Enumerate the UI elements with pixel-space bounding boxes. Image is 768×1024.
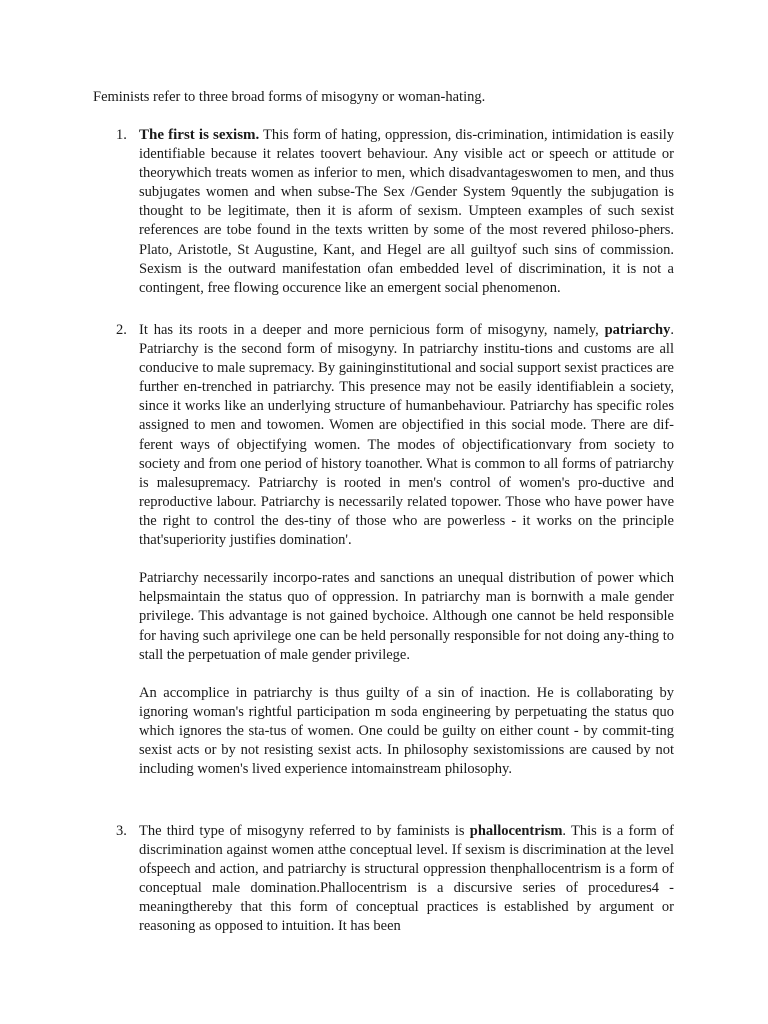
paragraph-text: This form of hating, oppression, dis-crimination, intimidation is easily identifiable because it relates toovert behaviour. Any visible act or speech or attitude or theorywhich treats women as inferior to men, which disadvantageswomen to men, and thus subjugates women and when subse-The Sex /Gender System 9quently the subjugation is thought to be legitimate, then it is aform of sexism. Umpteen examples of such sexist references are tobe found in the texts written by some of the most revered philoso-phers. Plato, Aristotle, St Augustine, Kant, and Hegel are all guiltyof such sins of commission. Sexism is the outward manifestation ofan embedded level of discrimination, it is not a contingent, free flowing occurence like an emergent social phenomenon. <box>139 127 674 296</box>
paragraph <box>139 321 674 550</box>
bold-term: phallocentrism <box>469 823 563 839</box>
bold-lead: The first is sexism. <box>139 127 260 143</box>
list-number: 1. <box>116 127 127 143</box>
bold-term: patriarchy <box>604 322 671 338</box>
paragraph-text: . Patriarchy is the second form of misogyny. In patriarchy institu-tions and customs are all conducive to male supremacy. By gaininginstitutional and social support sexist practices are further en-trenched in patriarchy. This presence may not be easily identifiablein a society, since it works like an underlying structure of humanbehaviour. Patriarchy has specific roles assigned to men and towomen. Women are objectified in this social mode. There are dif-ferent ways of objectifying women. The modes of objectificationvary from society to society and from one period of history toanother. What is common to all forms of patriarchy is malesupremacy. Patriarchy is rooted in men's control of women's pro-ductive and reproductive labour. Patriarchy is necessarily related topower. Those who have power have the right to control the des-tiny of those who are powerless - it works on the principle that'superiority justifies domination'. <box>139 322 674 549</box>
paragraph-text: . This is a form of discrimination against women atthe conceptual level. If sexism is discrimination at the level ofspeech and action, and patriarchy is structural oppression thenphallocentrism is a form of conceptual male domination.Phallocentrism is a discursive series of procedures4 - meaningthereby that this form of conceptual practices is established by argument or reasoning as opposed to intuition. It has been <box>139 823 674 935</box>
paragraph-text: It has its roots in a deeper and more pernicious form of misogyny, namely, <box>139 322 605 338</box>
paragraph: Patriarchy necessarily incorpo-rates and sanctions an unequal distribution of power which helpsmaintain the status quo of oppression. In patriarchy man is bornwith a male gender privilege. This advantage is not gained bychoice. Although one cannot be held responsible for having such aprivilege one can be held personally responsible for not doing any-thing to stall the perpetuation of male gender privilege. <box>139 570 674 663</box>
intro-sentence: Feminists refer to three broad forms of misogyny or woman-hating. <box>93 89 486 105</box>
paragraph: An accomplice in patriarchy is thus guilty of a sin of inaction. He is collaborating by ignoring woman's rightful participation m soda engineering by perpetuating the status quo which ignores the sta-tus of women. One could be guilty on either count - by commit-ting sexist acts or by not resisting sexist acts. In philosophy sexistomissions are caused by not including women's lived experience intomainstream philosophy. <box>139 684 674 778</box>
list-item-phallocentrism <box>116 822 674 937</box>
paragraph <box>139 822 674 937</box>
list-item-patriarchy <box>116 321 674 779</box>
list-number: 3. <box>116 823 127 839</box>
paragraph-text: The third type of misogyny referred to by faminists is <box>139 823 470 839</box>
list-number: 2. <box>116 322 127 338</box>
paragraph <box>139 126 674 298</box>
list-item-sexism <box>116 126 674 298</box>
